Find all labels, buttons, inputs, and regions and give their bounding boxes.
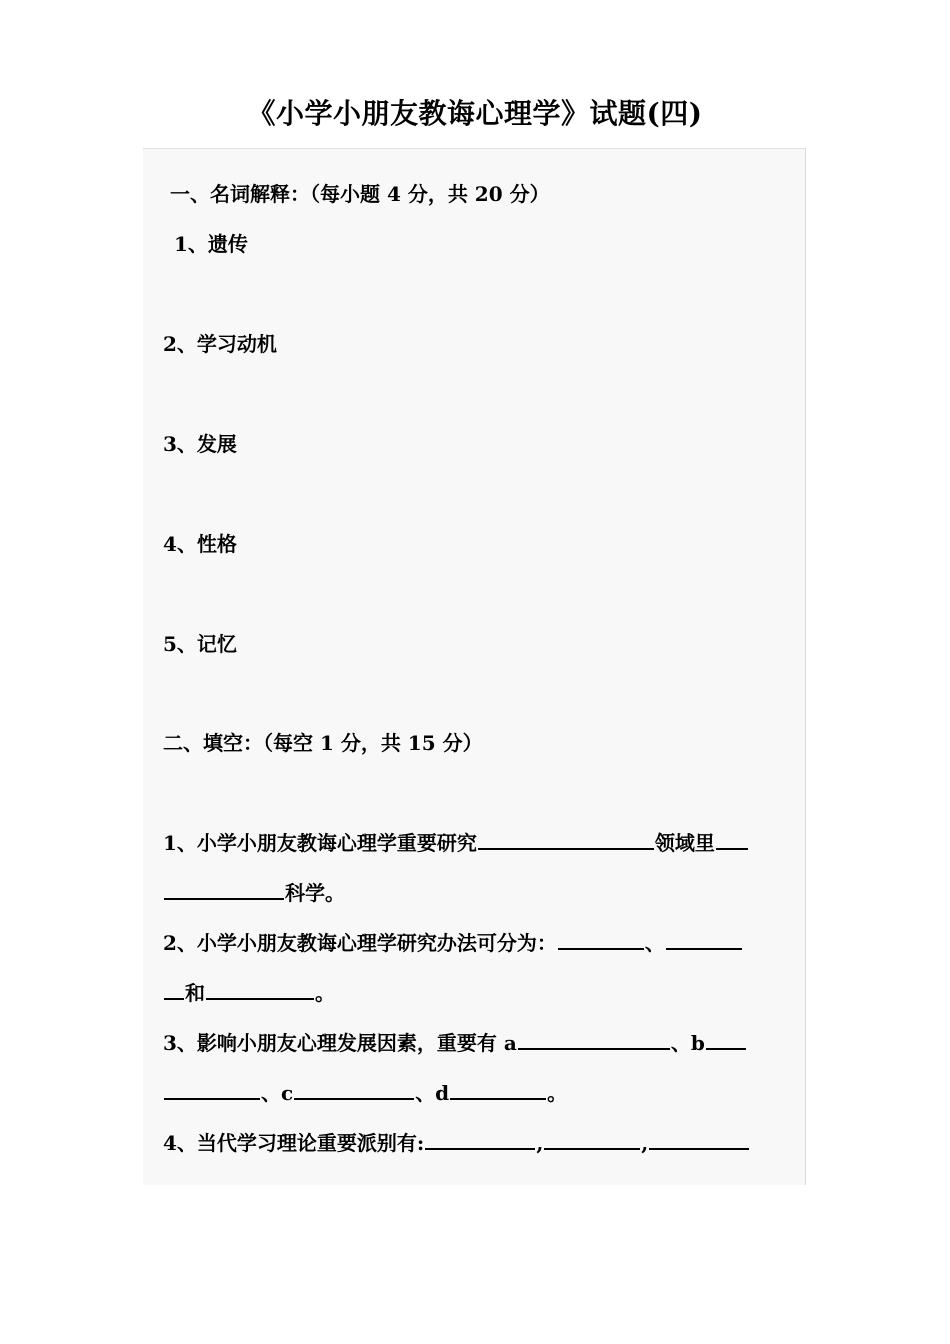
fill-question-3-line1 [163,1027,747,1056]
section1-heading: 一、名词解释：（每小题 4 分，共 20 分） [170,182,550,206]
fill-question-4-line1 [163,1127,750,1156]
q4-blank-3[interactable] [649,1130,749,1150]
page-title: 《小学小朋友教诲心理学》试题(四) [247,97,703,130]
q3-end: 。 [547,1081,568,1105]
q1-text-a: 1、小学小朋友教诲心理学重要研究 [163,831,477,855]
q4-blank-2[interactable] [544,1130,640,1150]
q3-blank-b1[interactable] [706,1030,746,1050]
q2-text-c: 。 [315,981,335,1005]
q4-text-a: 4、当代学习理论重要派别有: [163,1131,425,1155]
q2-blank-3[interactable] [206,980,314,1000]
fill-question-3-line2 [163,1077,567,1106]
q2-text-b: 和 [185,981,205,1005]
fill-question-2-line1 [163,927,743,956]
section2-heading: 二、填空：（每空 1 分，共 15 分） [163,731,483,755]
term-item-4: 4、性格 [163,532,237,556]
q3-sep2: 、c [261,1081,294,1105]
q3-blank-a[interactable] [518,1030,670,1050]
q3-sep3: 、d [415,1081,450,1105]
q3-blank-d[interactable] [450,1080,546,1100]
q4-comma-1: , [536,1131,544,1155]
q2-blank-1[interactable] [558,930,644,950]
fill-question-2-line2 [163,977,335,1006]
q1-blank-2a[interactable] [716,830,748,850]
term-item-5: 5、记忆 [163,632,237,656]
q2-text-a: 2、小学小朋友教诲心理学研究办法可分为： [163,931,557,955]
term-item-1: 1、遗传 [174,232,248,256]
q3-text-a: 3、影响小朋友心理发展因素，重要有 a [163,1031,517,1055]
q2-blank-2a[interactable] [666,930,742,950]
term-item-3: 3、发展 [163,432,237,456]
q3-sep1: 、b [670,1031,705,1055]
q3-blank-c[interactable] [294,1080,414,1100]
fill-question-1-line1 [163,827,749,856]
q4-blank-1[interactable] [425,1130,535,1150]
q1-blank-1[interactable] [478,830,654,850]
q1-blank-2b[interactable] [164,880,284,900]
q2-sep: 、 [644,931,665,955]
q2-blank-2b[interactable] [164,980,184,1000]
q3-blank-b2[interactable] [164,1080,260,1100]
term-item-2: 2、学习动机 [163,332,277,356]
q4-comma-2: , [641,1131,649,1155]
q1-text-c: 科学。 [285,881,345,905]
fill-question-1-line2 [163,877,345,906]
q1-text-b: 领域里 [654,831,715,855]
